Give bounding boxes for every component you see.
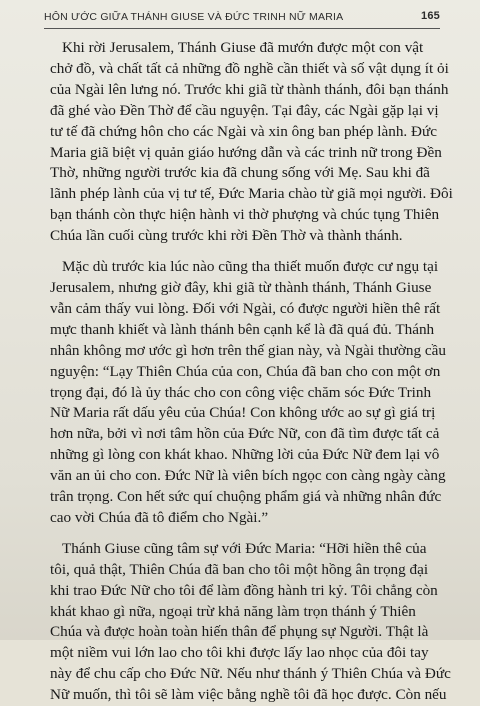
text-line: Maria giã biệt vị quản giáo hướng dẫn và các trinh nữ trong Đền bbox=[50, 143, 442, 161]
text-line: bạn thánh còn thực hiện hành vi thờ phượng và chúc tụng Thiên bbox=[50, 206, 440, 224]
text-line: tôi, quả thật, Thiên Chúa đã ban cho tôi một hồng ân trọng đại bbox=[50, 560, 429, 578]
text-line: Chúa và được hoàn toàn hiến thân để phụng sự Người. Thật là bbox=[50, 623, 429, 641]
text-line: nhân không mơ ước gì hơn trên thế gian này, và Ngài thường cầu bbox=[50, 341, 446, 359]
text-line: Nữ Maria rất dấu yêu của Chúa! Con không ước ao sự gì giá trị bbox=[50, 404, 436, 422]
text-line: Khi rời Jerusalem, Thánh Giuse đã mướn được một con vật bbox=[62, 39, 424, 56]
header-divider bbox=[44, 28, 440, 29]
text-line: trân trọng. Con hết sức quí chuộng phẩm giá và những nhân đức bbox=[50, 488, 442, 506]
running-header bbox=[44, 10, 440, 26]
text-line: trọng đại, đó là ủy thác cho con công việc chăm sóc Đức Trinh bbox=[50, 383, 432, 401]
chapter-title: HÔN ƯỚC GIỮA THÁNH GIUSE VÀ ĐỨC TRINH NỮ MARIA bbox=[44, 11, 344, 23]
text-line: hơn nữa, bởi vì nơi tâm hồn của Đức Nữ, con đã tìm được tất cả bbox=[50, 425, 440, 443]
page-number: 165 bbox=[421, 10, 440, 22]
text-line: Jerusalem, nhưng giờ đây, khi giã từ thành thánh, Thánh Giuse bbox=[50, 278, 432, 296]
text-line: lãnh phép lành của vị tư tế, Đức Maria chào từ giã mọi người. Đôi bbox=[50, 185, 453, 203]
text-line: Nữ muốn, thì tôi sẽ làm việc bằng nghề tôi đã học được. Còn nếu bbox=[50, 686, 447, 704]
text-line: một niềm vui lớn lao cho tôi khi được lấy lao nhọc của đôi tay bbox=[50, 644, 429, 662]
paragraph bbox=[50, 38, 453, 247]
paragraph-gap bbox=[50, 247, 440, 257]
text-line: của Ngài lên lưng nó. Trước khi giã từ thành thánh, đôi bạn thánh bbox=[50, 80, 449, 98]
body-text bbox=[50, 38, 453, 706]
text-line: mực thanh khiết và lành thánh bên cạnh kể là đã quá đủ. Thánh bbox=[50, 320, 435, 338]
text-line: văn an ủi cho con. Đức Nữ là viên bích ngọc con càng ngày càng bbox=[50, 467, 446, 485]
text-line: Thánh Giuse cũng tâm sự với Đức Maria: “Hỡi hiền thê của bbox=[62, 539, 427, 557]
text-line: khát khao gì nữa, ngoại trừ khả năng làm trọn thánh ý Thiên bbox=[50, 602, 416, 620]
paragraph bbox=[50, 257, 446, 529]
text-line: vẫn cảm thấy vui lòng. Đối với Ngài, có được người hiền thê rất bbox=[50, 299, 441, 317]
text-line: Chúa lần cuối cùng trước khi rời Đền Thờ và thành thánh. bbox=[50, 227, 403, 245]
text-line: Mặc dù trước kia lúc nào cũng tha thiết muốn được cư ngụ tại bbox=[62, 258, 439, 276]
text-line: đã ghé vào Đền Thờ để cầu nguyện. Tại đây, các Ngài gặp lại vị bbox=[50, 101, 439, 119]
text-line: những gì lòng con khát khao. Những lời của Đức Nữ đem lại vô bbox=[50, 446, 440, 464]
paragraph bbox=[50, 539, 451, 706]
text-line: nguyện: “Lạy Thiên Chúa của con, Chúa đã ban cho con một ơn bbox=[50, 362, 441, 380]
text-line: cao vời Chúa đã tô điểm cho Ngài.” bbox=[50, 508, 269, 526]
text-line: tư tế đã chứng hôn cho các Ngài và xin ông ban phép lành. Đức bbox=[50, 122, 437, 140]
paragraph-gap bbox=[50, 529, 440, 539]
text-line: Thờ, những người trước kia đã chung sống với Mẹ. Sau khi đã bbox=[50, 164, 430, 182]
text-line: chở đồ, và chất tất cả những đồ nghề cần thiết và số vật dụng ít ỏi bbox=[50, 59, 449, 77]
text-line: này để chu cấp cho Đức Nữ. Nếu như thánh ý Thiên Chúa và Đức bbox=[50, 665, 451, 683]
text-line: khi trao Đức Nữ cho tôi để làm đồng hành tri kỷ. Tôi chẳng còn bbox=[50, 581, 438, 599]
